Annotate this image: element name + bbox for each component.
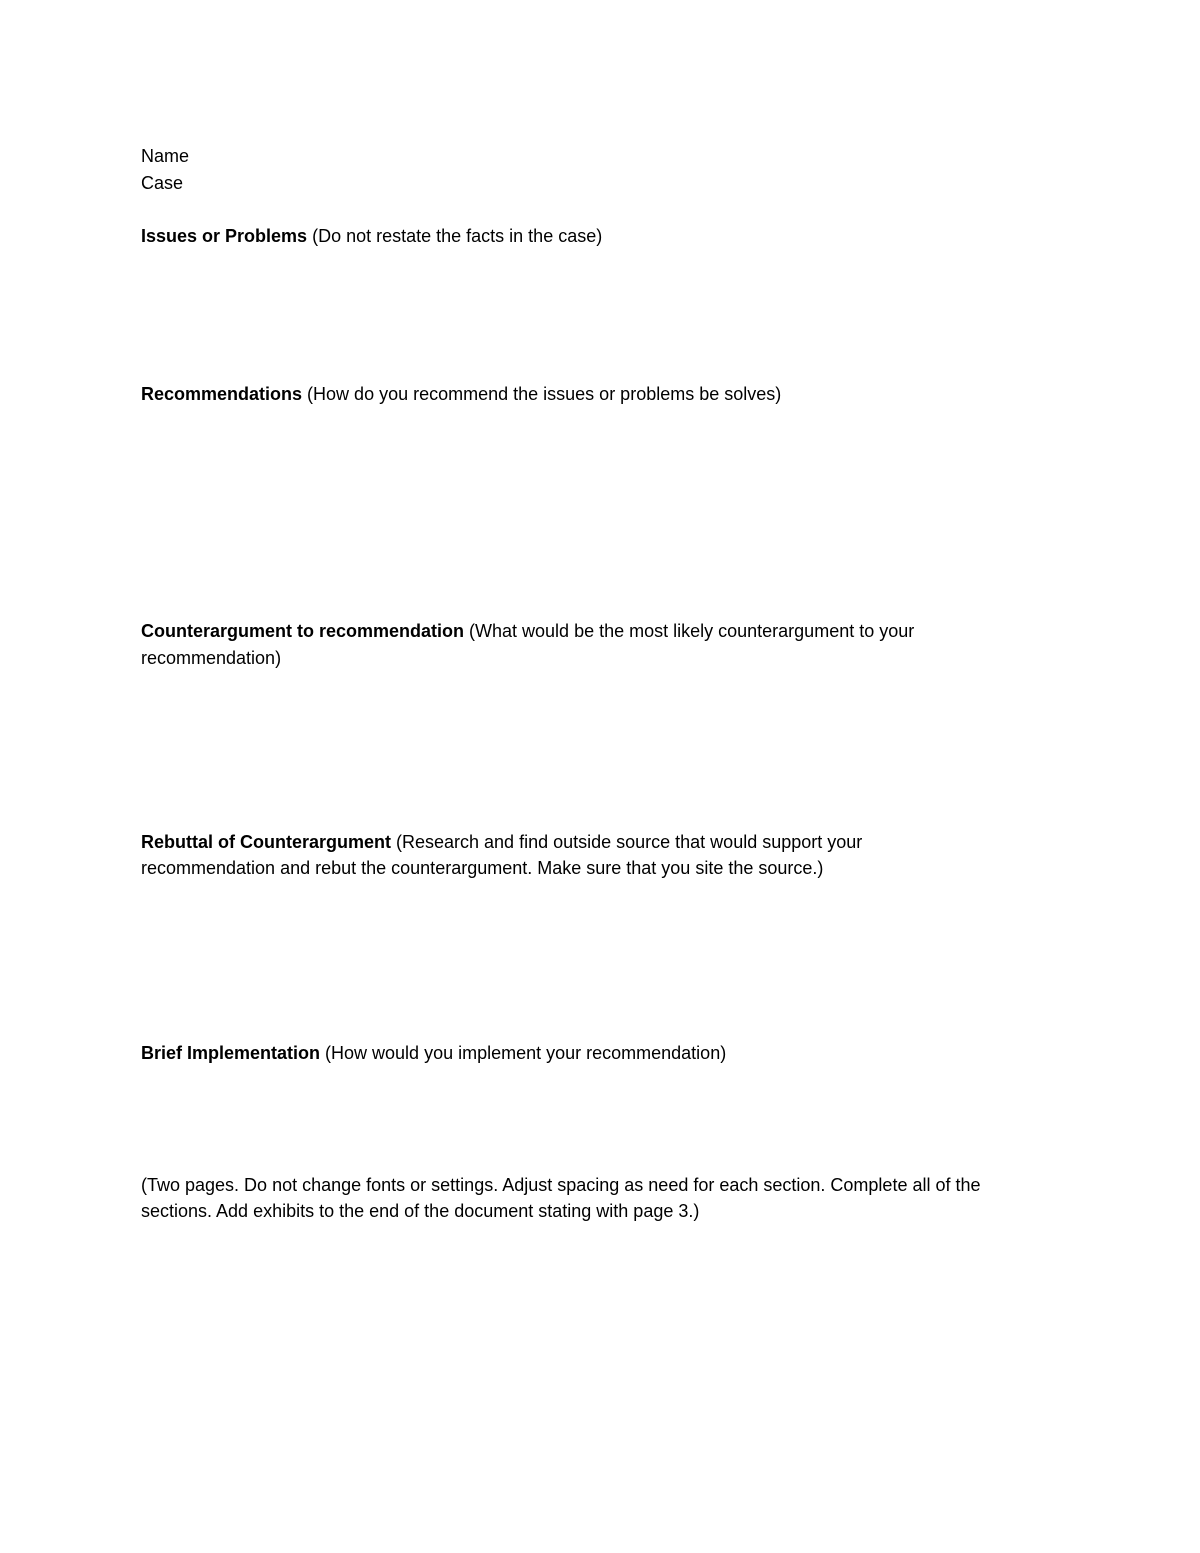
- section-prompt-recommendations: (How do you recommend the issues or problems be solves): [302, 384, 782, 404]
- section-prompt-rebuttal-2: recommendation and rebut the counterargument. Make sure that you site the source.): [141, 858, 824, 878]
- name-label: Name: [141, 146, 190, 166]
- section-prompt-rebuttal-1: (Research and find outside source that would support your: [391, 832, 863, 852]
- section-counterargument: [141, 618, 914, 644]
- section-implementation: [141, 1040, 726, 1066]
- section-heading-counterargument: Counterargument to recommendation: [141, 621, 465, 641]
- section-prompt-counterargument-2: recommendation): [141, 648, 282, 668]
- case-label: Case: [141, 173, 184, 193]
- section-heading-implementation: Brief Implementation: [141, 1043, 321, 1063]
- section-heading-recommendations: Recommendations: [141, 384, 303, 404]
- section-prompt-issues: (Do not restate the facts in the case): [307, 226, 603, 246]
- section-issues: [141, 223, 602, 249]
- section-prompt-implementation: (How would you implement your recommendation): [320, 1043, 727, 1063]
- section-prompt-counterargument-1: (What would be the most likely counterargument to your: [464, 621, 915, 641]
- footer-note-line-1: (Two pages. Do not change fonts or settings. Adjust spacing as need for each section. Complete all of the: [141, 1175, 981, 1195]
- footer-note-line-2: sections. Add exhibits to the end of the document stating with page 3.): [141, 1201, 700, 1221]
- section-rebuttal: [141, 829, 862, 855]
- section-heading-rebuttal: Rebuttal of Counterargument: [141, 832, 391, 852]
- section-recommendations: [141, 381, 781, 407]
- section-heading-issues: Issues or Problems: [141, 226, 308, 246]
